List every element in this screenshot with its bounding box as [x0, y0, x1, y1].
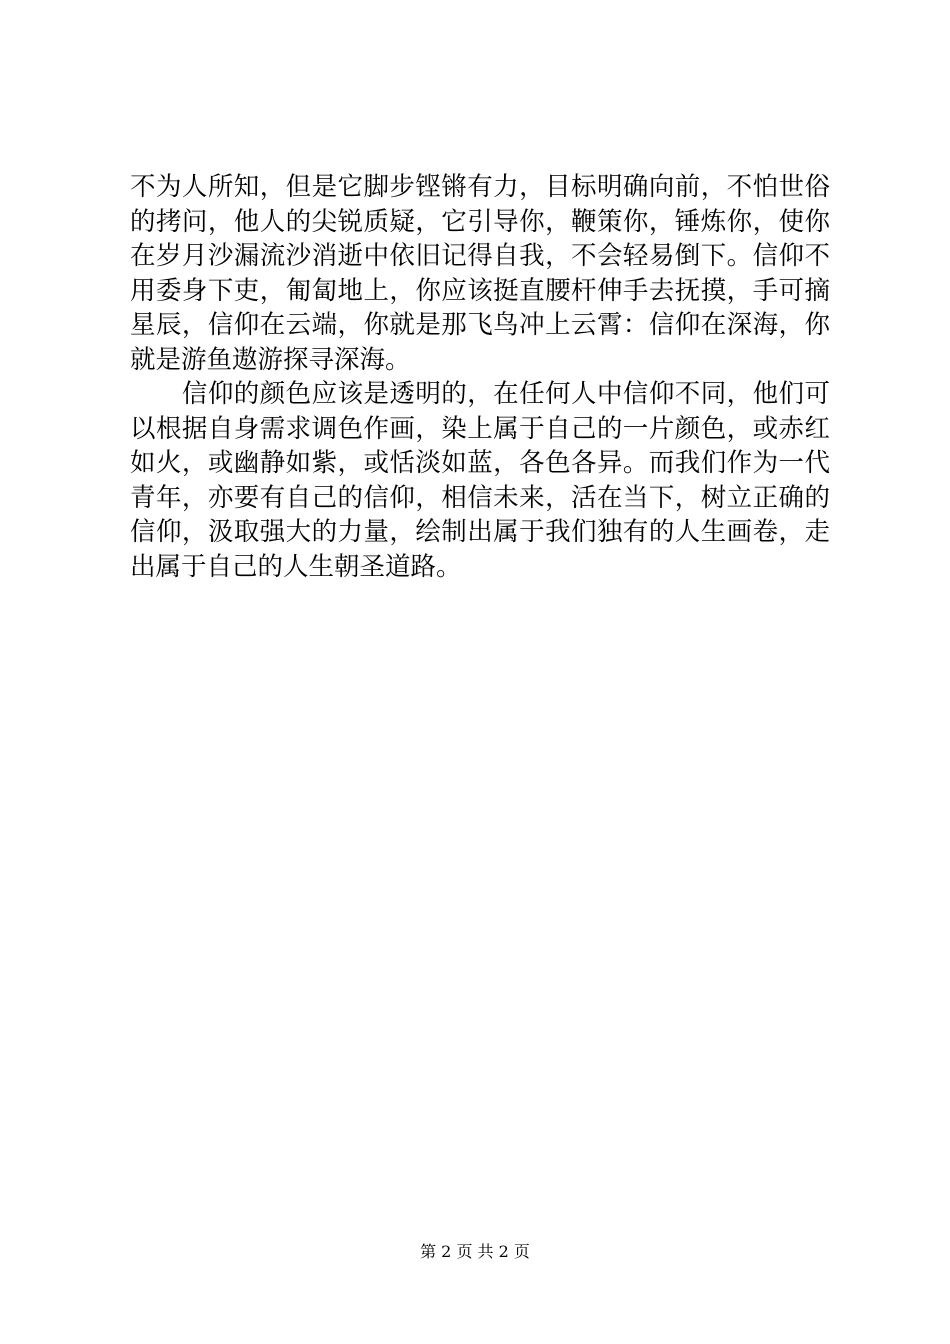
text-line: 以根据自身需求调色作画，染上属于自己的一片颜色，或赤红	[130, 413, 830, 444]
text-line: 不为人所知，但是它脚步铿锵有力，目标明确向前，不怕世俗	[130, 172, 830, 202]
text-line: 用委身下吏，匍匐地上，你应该挺直腰杆伸手去抚摸，手可摘	[130, 275, 830, 306]
text-line: 青年，亦要有自己的信仰，相信未来，活在当下，树立正确的	[130, 482, 830, 513]
text-line: 信仰，汲取强大的力量，绘制出属于我们独有的人生画卷，走	[130, 517, 830, 547]
paragraph-2	[130, 377, 830, 584]
text-line: 的拷问，他人的尖锐质疑，它引导你，鞭策你，锤炼你，使你	[130, 206, 830, 237]
text-line: 如火，或幽静如紫，或恬淡如蓝，各色各异。而我们作为一代	[130, 448, 830, 478]
text-line: 星辰，信仰在云端，你就是那飞鸟冲上云霄：信仰在深海，你	[130, 310, 830, 340]
text-line: 出属于自己的人生朝圣道路。	[130, 551, 462, 582]
page-footer: 第 2 页 共 2 页	[420, 1242, 530, 1261]
text-line: 就是游鱼遨游探寻深海。	[130, 344, 411, 375]
text-line: 在岁月沙漏流沙消逝中依旧记得自我，不会轻易倒下。信仰不	[130, 241, 830, 271]
paragraph-1	[130, 170, 830, 377]
text-line: 信仰的颜色应该是透明的，在任何人中信仰不同，他们可	[130, 379, 830, 409]
body-text	[130, 170, 830, 584]
